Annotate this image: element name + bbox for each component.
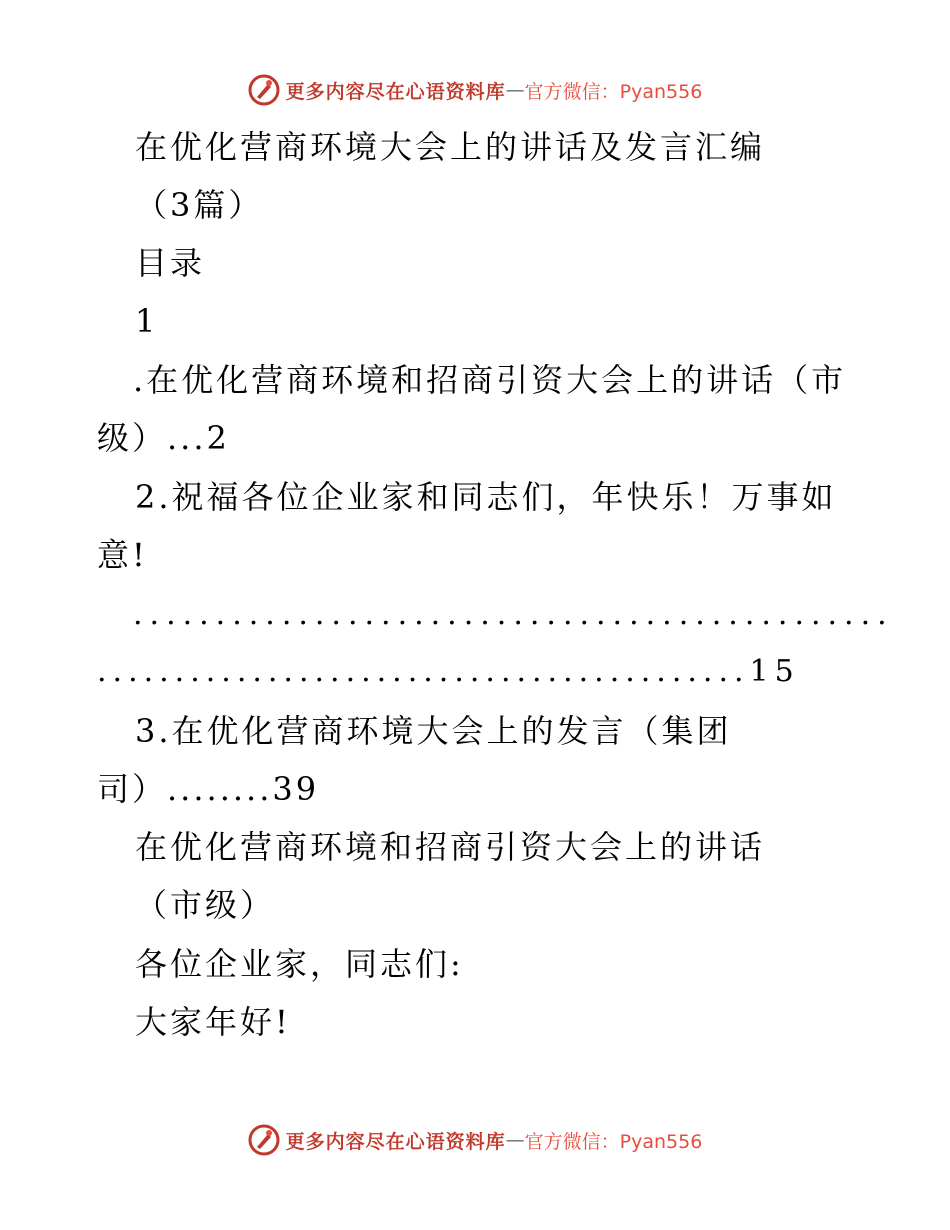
doc-title-line1: 在优化营商环境大会上的讲话及发言汇编 <box>135 128 766 166</box>
toc-item-2-leader-dots: .............................................. <box>133 597 894 632</box>
section-title-line2: （市级） <box>135 886 276 924</box>
toc-heading: 目录 <box>135 244 206 282</box>
toc-item-2-line1[interactable]: 2.祝福各位企业家和同志们，年快乐！万事如 <box>135 478 837 516</box>
toc-item-1-line1[interactable]: .在优化营商环境和招商引资大会上的讲话（市 <box>133 361 847 399</box>
header-watermark <box>0 70 950 110</box>
pen-logo-icon <box>248 74 280 106</box>
watermark-wechat: 官方微信：Pyan556 <box>524 1130 703 1153</box>
toc-item-3-line1[interactable]: 3.在优化营商环境大会上的发言（集团 <box>135 712 732 750</box>
opening-text: 大家年好! <box>135 1003 291 1041</box>
footer-watermark <box>0 1120 950 1160</box>
section-title-line1: 在优化营商环境和招商引资大会上的讲话 <box>135 828 766 866</box>
doc-title-line2: （3篇） <box>135 186 264 224</box>
toc-item-1-number: 1 <box>135 302 159 340</box>
watermark-wechat: 官方微信：Pyan556 <box>524 80 703 103</box>
toc-item-2-line2[interactable]: 意! <box>97 536 148 574</box>
toc-item-2-leader-page[interactable]: ..........................................15 <box>97 654 800 689</box>
toc-item-3-line2[interactable]: 司）........39 <box>97 770 320 808</box>
greeting-text: 各位企业家，同志们: <box>135 945 464 983</box>
watermark-brand: 更多内容尽在心语资料库 <box>285 80 506 103</box>
watermark-dash: — <box>505 1129 525 1151</box>
pen-logo-icon <box>248 1124 280 1156</box>
watermark-brand: 更多内容尽在心语资料库 <box>285 1130 506 1153</box>
watermark-dash: — <box>505 79 525 101</box>
toc-item-1-line2[interactable]: 级）...2 <box>97 419 230 457</box>
